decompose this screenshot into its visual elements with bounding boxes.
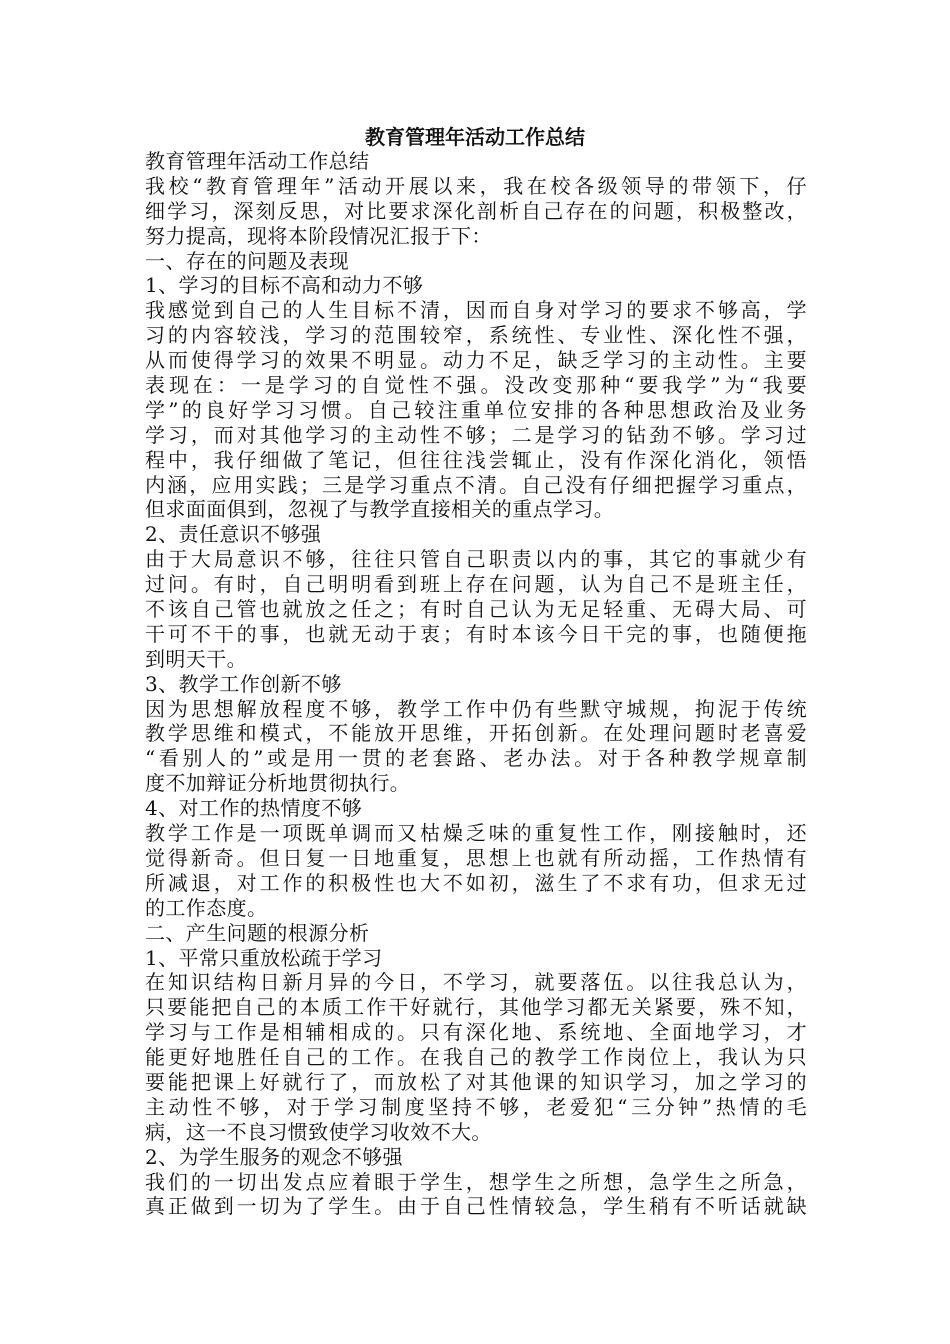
subsection-heading: 4、对工作的热情度不够 [145, 796, 363, 821]
text-line: 能更好地胜任自己的工作。在我自己的教学工作岗位上，我认为只 [145, 1045, 807, 1070]
text-line: 我校“教育管理年”活动开展以来，我在校各级领导的带领下，仔 [145, 173, 807, 198]
text-line: 在知识结构日新月异的今日，不学习，就要落伍。以往我总认为， [145, 970, 807, 995]
text-line: 干可不干的事，也就无动于衷；有时本该今日干完的事，也随便拖 [145, 621, 807, 646]
text-line: 习的内容较浅，学习的范围较窄，系统性、专业性、深化性不强， [145, 323, 807, 348]
text-line: 不该自己管也就放之任之；有时自己认为无足轻重、无碍大局、可 [145, 597, 807, 622]
text-line: 内涵，应用实践；三是学习重点不清。自己没有仔细把握学习重点， [145, 472, 807, 497]
text-line: 觉得新奇。但日复一日地重复，思想上也就有所动摇，工作热情有 [145, 845, 807, 870]
subsection-heading: 3、教学工作创新不够 [145, 671, 342, 696]
text-line: 只要能把自己的本质工作干好就行，其他学习都无关紧要，殊不知， [145, 995, 807, 1020]
text-line: 因为思想解放程度不够，教学工作中仍有些默守城规，拘泥于传统 [145, 696, 807, 721]
text-line: 程中，我仔细做了笔记，但往往浅尝辄止，没有作深化消化，领悟 [145, 447, 807, 472]
section-heading: 二、产生问题的根源分析 [145, 920, 370, 945]
text-line: 我们的一切出发点应着眼于学生，想学生之所想，急学生之所急， [145, 1169, 807, 1194]
section-heading: 一、存在的问题及表现 [145, 248, 349, 273]
text-line: 从而使得学习的效果不明显。动力不足，缺乏学习的主动性。主要 [145, 348, 807, 373]
text-line: 学习，而对其他学习的主动性不够；二是学习的钻劲不够。学习过 [145, 422, 807, 447]
text-line: 由于大局意识不够，往往只管自己职责以内的事，其它的事就少有 [145, 547, 807, 572]
text-line: 度不加辩证分析地贯彻执行。 [145, 771, 411, 796]
text-line: 细学习，深刻反思，对比要求深化剖析自己存在的问题，积极整改， [145, 198, 807, 223]
text-line: 学”的良好学习习惯。自己较注重单位安排的各种思想政治及业务 [145, 397, 807, 422]
text-line: 表现在：一是学习的自觉性不强。没改变那种“要我学”为“我要 [145, 373, 807, 398]
text-line: 教学思维和模式，不能放开思维，开拓创新。在处理问题时老喜爱 [145, 721, 807, 746]
document-title: 教育管理年活动工作总结 [365, 125, 585, 149]
document-body [145, 149, 807, 1219]
text-line: 的工作态度。 [145, 895, 268, 920]
text-line: 学习与工作是相辅相成的。只有深化地、系统地、全面地学习，才 [145, 1020, 807, 1045]
text-line: 我感觉到自己的人生目标不清，因而自身对学习的要求不够高，学 [145, 298, 807, 323]
text-line: 过问。有时，自己明明看到班上存在问题，认为自己不是班主任， [145, 572, 807, 597]
text-line: “看别人的”或是用一贯的老套路、老办法。对于各种教学规章制 [145, 746, 807, 771]
text-line: 但求面面俱到，忽视了与教学直接相关的重点学习。 [145, 497, 615, 522]
text-line: 教学工作是一项既单调而又枯燥乏味的重复性工作，刚接触时，还 [145, 821, 807, 846]
text-line: 真正做到一切为了学生。由于自己性情较急，学生稍有不听话就缺 [145, 1194, 807, 1219]
text-line: 要能把课上好就行了，而放松了对其他课的知识学习，加之学习的 [145, 1069, 807, 1094]
text-line: 所减退，对工作的积极性也大不如初，滋生了不求有功，但求无过 [145, 870, 807, 895]
text-line: 教育管理年活动工作总结 [145, 149, 370, 173]
subsection-heading: 2、责任意识不够强 [145, 522, 322, 547]
subsection-heading: 1、学习的目标不高和动力不够 [145, 273, 424, 298]
text-line: 主动性不够，对于学习制度坚持不够，老爱犯“三分钟”热情的毛 [145, 1094, 807, 1119]
subsection-heading: 2、为学生服务的观念不够强 [145, 1144, 403, 1169]
text-line: 到明天干。 [145, 646, 247, 671]
text-line: 努力提高，现将本阶段情况汇报于下： [145, 223, 492, 248]
subsection-heading: 1、平常只重放松疏于学习 [145, 945, 383, 970]
text-line: 病，这一不良习惯致使学习收效不大。 [145, 1119, 492, 1144]
